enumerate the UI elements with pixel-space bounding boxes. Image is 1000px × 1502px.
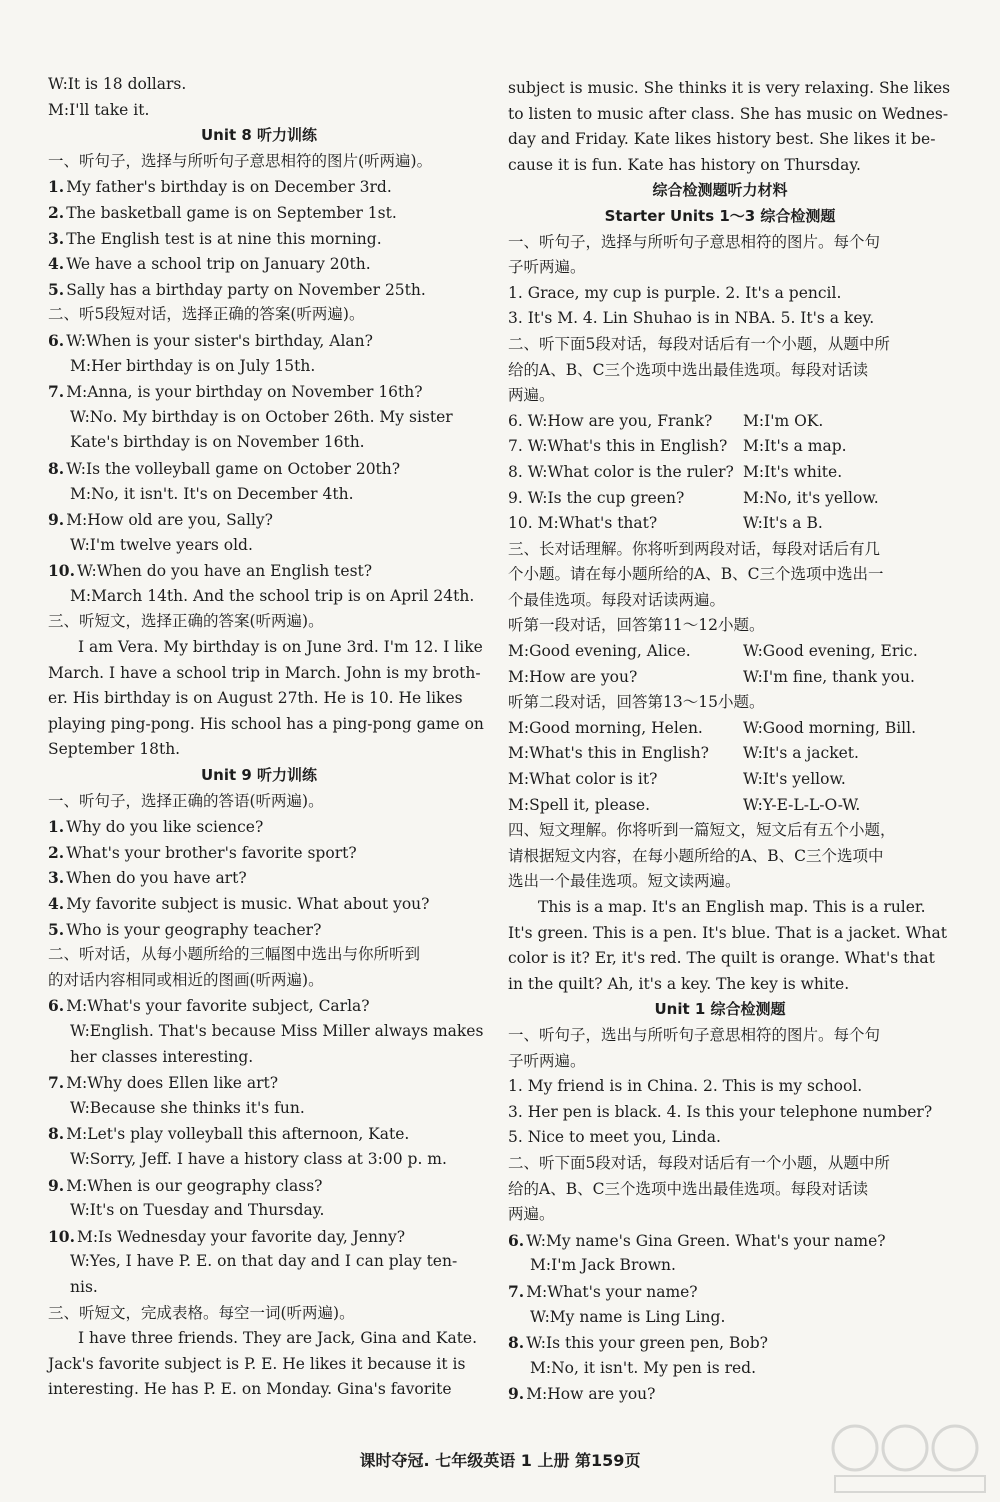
text-line: 三、听短文，完成表格。每空一词(听两遍)。 (48, 1303, 355, 1322)
numbered-item (48, 1224, 470, 1250)
item-number: 9. (508, 1384, 525, 1404)
section-heading: Unit 1 综合检测题 (654, 1000, 786, 1019)
dialogue-right: M:I'm OK. (743, 411, 824, 430)
text-line: 三、长对话理解。你将听到两段对话，每段对话后有几 (508, 539, 881, 558)
numbered-item (508, 1279, 932, 1305)
item-number: 3. (48, 228, 65, 248)
text-line: W:English. That's because Miss Miller always makes (70, 1021, 484, 1040)
text-line: W:It is 18 dollars. (48, 75, 187, 93)
dialogue-right: W:Good evening, Eric. (743, 642, 918, 661)
item-text: When do you have art? (66, 869, 247, 888)
text-line: 个最佳选项。每段对话读两遍。 (508, 590, 726, 609)
text-line: M:No, it isn't. My pen is red. (530, 1358, 757, 1377)
item-text: The basketball game is on September 1st. (66, 203, 397, 222)
text-line: er. His birthday is on August 27th. He is 10. He likes (48, 689, 463, 708)
item-number: 10. (48, 1226, 75, 1246)
item-number: 1. (48, 817, 65, 837)
dialogue-pair (508, 639, 932, 665)
dialogue-left: 9. W:Is the cup green? (508, 488, 685, 507)
item-text: The English test is at nine this morning. (66, 229, 382, 248)
item-text: W:When is your sister's birthday, Alan? (66, 331, 373, 350)
item-number: 7. (508, 1281, 525, 1301)
text-line: 1. My friend is in China. 2. This is my school. (508, 1077, 863, 1096)
dialogue-left: M:What color is it? (508, 770, 658, 789)
numbered-item (508, 1228, 932, 1254)
section-heading: Unit 9 听力训练 (200, 766, 318, 785)
numbered-item (508, 1381, 932, 1407)
text-line: 子听两遍。 (508, 258, 586, 277)
section-heading: 综合检测题听力材料 (652, 181, 788, 200)
item-number: 4. (48, 254, 65, 274)
text-line: 给的A、B、C三个选项中选出最佳选项。每段对话读 (508, 1179, 868, 1198)
text-line: cause it is fun. Kate has history on Thursday. (508, 155, 861, 174)
text-line: M:March 14th. And the school trip is on April 24th. (70, 586, 475, 605)
dialogue-right: M:It's white. (743, 462, 843, 481)
text-line: 二、听对话，从每小题所给的三幅图中选出与你所听到 (48, 945, 421, 964)
item-number: 5. (48, 919, 65, 939)
item-text: My favorite subject is music. What about you? (66, 895, 430, 913)
numbered-item (48, 456, 470, 482)
left-column (48, 72, 484, 1403)
text-line: W:Sorry, Jeff. I have a history class at 3:00 p. m. (70, 1149, 447, 1168)
item-number: 7. (48, 382, 65, 402)
dialogue-left: M:How are you? (508, 667, 638, 686)
text-line: M:I'm Jack Brown. (530, 1256, 676, 1275)
watermark-logo (815, 1418, 995, 1498)
numbered-item (48, 917, 470, 943)
item-text: W:My name's Gina Green. What's your name? (526, 1231, 886, 1250)
text-line: nis. (70, 1277, 98, 1296)
right-column (508, 76, 951, 1407)
item-number: 8. (48, 1124, 65, 1144)
dialogue-left: 8. W:What color is the ruler? (508, 462, 734, 481)
text-line: W:It's on Tuesday and Thursday. (70, 1201, 325, 1220)
item-text: M:Anna, is your birthday on November 16th? (66, 383, 423, 402)
text-line: W:Yes, I have P. E. on that day and I can play ten- (70, 1252, 458, 1271)
dialogue-right: W:I'm fine, thank you. (743, 667, 915, 686)
dialogue-pair (508, 434, 932, 460)
numbered-item (48, 200, 470, 226)
dialogue-left: M:Spell it, please. (508, 795, 651, 814)
text-line: 请根据短文内容，在每小题所给的A、B、C三个选项中 (508, 846, 884, 865)
text-line: interesting. He has P. E. on Monday. Gina's favorite (48, 1380, 452, 1399)
paragraph-start: I am Vera. My birthday is on June 3rd. I'm 12. I like (78, 638, 483, 657)
item-number: 4. (48, 894, 65, 913)
item-number: 2. (48, 842, 65, 862)
text-line: M:I'll take it. (48, 100, 150, 119)
text-line: 一、听句子，选出与所听句子意思相符的图片。每个句 (508, 1025, 881, 1044)
numbered-item (48, 174, 470, 200)
numbered-item (48, 814, 470, 840)
item-text: My father's birthday is on December 3rd. (66, 178, 392, 197)
text-line: 四、短文理解。你将听到一篇短文，短文后有五个小题， (508, 821, 896, 840)
text-line: M:No, it isn't. It's on December 4th. (70, 484, 354, 503)
paragraph-start: This is a map. It's an English map. This is a ruler. (538, 898, 926, 916)
dialogue-left: M:What's this in English? (508, 744, 709, 763)
text-line: playing ping-pong. His school has a ping-pong game on (48, 714, 484, 733)
numbered-item (48, 507, 470, 533)
numbered-item (48, 277, 470, 303)
dialogue-pair (508, 793, 932, 819)
text-line: 听第一段对话，回答第11～12小题。 (508, 616, 765, 635)
numbered-item (48, 226, 470, 252)
text-line: W:Because she thinks it's fun. (70, 1098, 305, 1117)
dialogue-pair (508, 767, 932, 793)
dialogue-pair (508, 741, 932, 767)
text-line: in the quilt? Ah, it's a key. The key is white. (508, 974, 850, 993)
dialogue-left: 6. W:How are you, Frank? (508, 411, 713, 430)
text-line: 二、听下面5段对话，每段对话后有一个小题，从题中所 (508, 1153, 890, 1172)
text-line: 个小题。请在每小题所给的A、B、C三个选项中选出一 (508, 565, 884, 584)
item-number: 7. (48, 1073, 65, 1093)
text-line: to listen to music after class. She has music on Wednes- (508, 104, 949, 123)
item-number: 6. (48, 330, 65, 350)
text-line: 三、听短文，选择正确的答案(听两遍)。 (48, 612, 324, 631)
numbered-item (48, 891, 470, 917)
dialogue-pair (508, 460, 932, 486)
text-line: 一、听句子，选择与所听句子意思相符的图片。每个句 (508, 232, 881, 251)
item-text: Who is your geography teacher? (66, 920, 322, 939)
dialogue-right: W:It's a B. (743, 514, 823, 533)
text-line: 1. Grace, my cup is purple. 2. It's a pencil. (508, 283, 842, 302)
item-number: 8. (508, 1333, 525, 1353)
item-text: We have a school trip on January 20th. (66, 255, 371, 274)
text-line: 两遍。 (508, 386, 555, 405)
dialogue-right: W:It's a jacket. (743, 744, 859, 763)
item-number: 6. (508, 1230, 525, 1250)
text-line: W:No. My birthday is on October 26th. My sister (70, 407, 453, 426)
item-number: 10. (48, 561, 75, 581)
text-line: 选出一个最佳选项。短文读两遍。 (508, 872, 741, 891)
text-line: subject is music. She thinks it is very relaxing. She likes (508, 79, 951, 97)
text-line: 3. Her pen is black. 4. Is this your telephone number? (508, 1102, 933, 1121)
text-line: 3. It's M. 4. Lin Shuhao is in NBA. 5. It's a key. (508, 309, 875, 328)
item-number: 9. (48, 510, 65, 530)
numbered-item (48, 840, 470, 866)
dialogue-left: 10. M:What's that? (508, 514, 658, 533)
item-number: 9. (48, 1175, 65, 1195)
numbered-item (48, 1173, 470, 1199)
dialogue-left: M:Good morning, Helen. (508, 718, 703, 737)
text-line: 两遍。 (508, 1205, 555, 1224)
text-line: 一、听句子，选择正确的答语(听两遍)。 (48, 791, 324, 810)
item-text: M:Let's play volleyball this afternoon, Kate. (66, 1125, 410, 1144)
item-number: 1. (48, 177, 65, 197)
item-number: 8. (48, 458, 65, 478)
numbered-item (48, 1070, 470, 1096)
dialogue-left: M:Good evening, Alice. (508, 642, 691, 661)
text-line: W:My name is Ling Ling. (530, 1307, 726, 1326)
dialogue-right: M:No, it's yellow. (743, 488, 879, 507)
page-footer: 课时夺冠. 七年级英语 1 上册 第159页 (359, 1451, 641, 1470)
item-text: M:What's your favorite subject, Carla? (66, 997, 370, 1016)
text-line: 5. Nice to meet you, Linda. (508, 1128, 721, 1147)
item-text: M:Is Wednesday your favorite day, Jenny? (76, 1227, 406, 1246)
item-text: Why do you like science? (66, 818, 264, 837)
item-text: What's your brother's favorite sport? (66, 843, 357, 862)
dialogue-right: W:Good morning, Bill. (743, 718, 917, 737)
item-text: Sally has a birthday party on November 25th. (66, 280, 426, 299)
text-line: September 18th. (48, 740, 181, 759)
text-line: 二、听下面5段对话，每段对话后有一个小题，从题中所 (508, 334, 890, 353)
item-text: M:How are you? (526, 1385, 656, 1404)
text-line: It's green. This is a pen. It's blue. That is a jacket. What (508, 923, 947, 942)
dialogue-pair (508, 486, 932, 512)
numbered-item (48, 993, 470, 1019)
text-line: 听第二段对话，回答第13～15小题。 (508, 693, 765, 712)
section-heading: Unit 8 听力训练 (200, 126, 318, 145)
dialogue-pair (508, 511, 932, 537)
dialogue-pair (508, 665, 932, 691)
item-text: M:How old are you, Sally? (66, 511, 273, 530)
item-number: 6. (48, 996, 65, 1016)
text-line: 子听两遍。 (508, 1051, 586, 1070)
dialogue-right: M:It's a map. (743, 437, 847, 456)
numbered-item (48, 1121, 470, 1147)
text-line: W:I'm twelve years old. (70, 535, 253, 554)
item-text: W:Is the volleyball game on October 20th? (66, 459, 401, 478)
text-line: Jack's favorite subject is P. E. He likes it because it is (48, 1354, 466, 1373)
paragraph-start: I have three friends. They are Jack, Gina and Kate. (78, 1329, 478, 1348)
text-line: day and Friday. Kate likes history best. She likes it be- (508, 130, 936, 149)
numbered-item (508, 1330, 932, 1356)
item-text: M:What's your name? (526, 1282, 698, 1301)
text-line: 的对话内容相同或相近的图画(听两遍)。 (48, 970, 324, 989)
text-line: Kate's birthday is on November 16th. (70, 433, 365, 452)
numbered-item (48, 558, 470, 584)
dialogue-pair (508, 409, 932, 435)
dialogue-pair (508, 716, 932, 742)
text-line: 二、听5段短对话，选择正确的答案(听两遍)。 (48, 305, 365, 324)
numbered-item (48, 379, 470, 405)
text-line: color is it? Er, it's red. The quilt is orange. What's that (508, 949, 935, 968)
item-text: M:Why does Ellen like art? (66, 1074, 279, 1093)
dialogue-right: W:It's yellow. (743, 770, 846, 789)
section-heading: Starter Units 1～3 综合检测题 (604, 206, 836, 225)
item-number: 3. (48, 868, 65, 888)
text-line: M:Her birthday is on July 15th. (70, 356, 316, 375)
item-text: W:When do you have an English test? (76, 562, 373, 581)
numbered-item (48, 865, 470, 891)
item-text: W:Is this your green pen, Bob? (526, 1334, 768, 1353)
text-line: 一、听句子，选择与所听句子意思相符的图片(听两遍)。 (48, 151, 433, 170)
dialogue-left: 7. W:What's this in English? (508, 437, 728, 456)
text-line: 给的A、B、C三个选项中选出最佳选项。每段对话读 (508, 360, 868, 379)
text-line: March. I have a school trip in March. John is my broth- (48, 663, 481, 682)
item-number: 5. (48, 279, 65, 299)
item-text: M:When is our geography class? (66, 1176, 323, 1195)
text-line: her classes interesting. (70, 1047, 254, 1066)
numbered-item (48, 328, 470, 354)
numbered-item (48, 251, 470, 277)
item-number: 2. (48, 202, 65, 222)
dialogue-right: W:Y-E-L-L-O-W. (743, 795, 861, 814)
